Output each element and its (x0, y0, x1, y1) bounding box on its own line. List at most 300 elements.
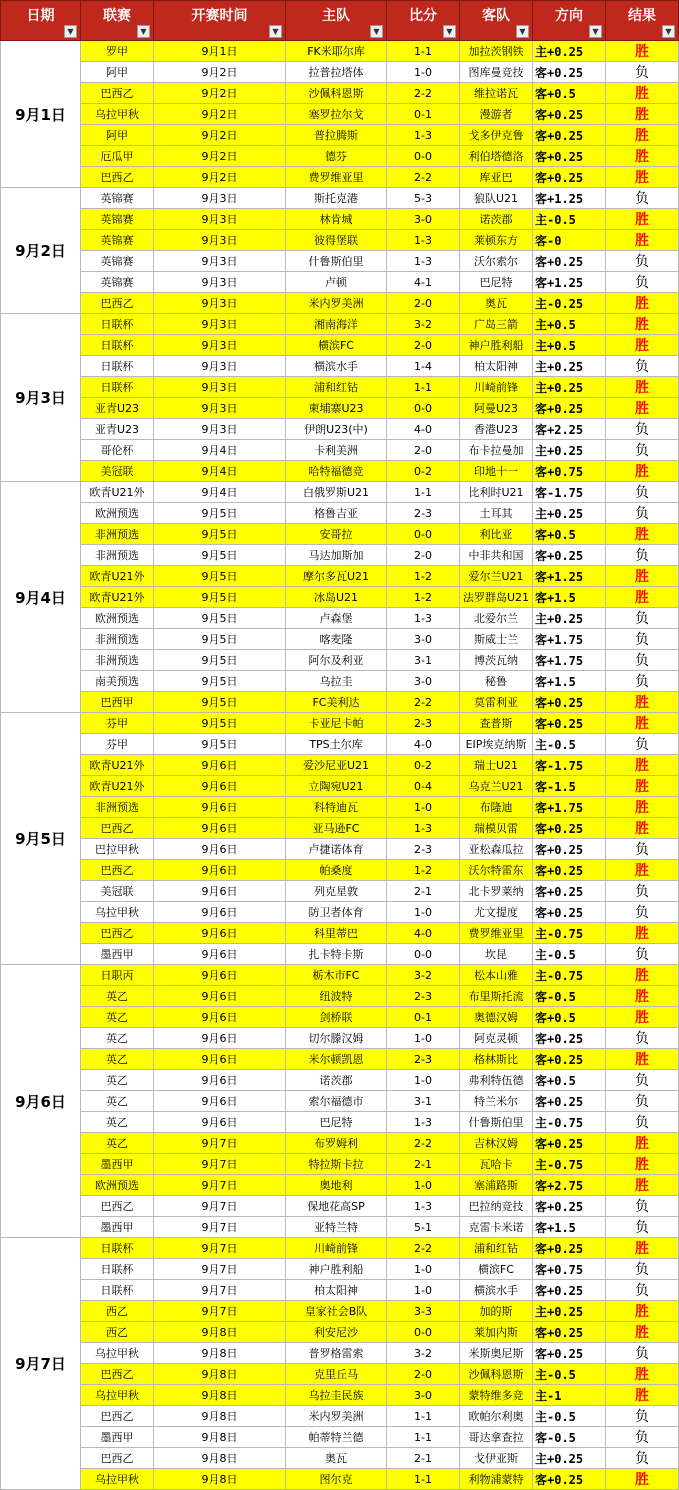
away-team-cell[interactable]: 特兰米尔 (460, 1091, 533, 1112)
score-cell[interactable]: 3-0 (387, 1385, 460, 1406)
league-cell[interactable]: 非洲预选 (81, 524, 154, 545)
score-cell[interactable]: 2-3 (387, 986, 460, 1007)
result-cell[interactable]: 负 (606, 650, 679, 671)
league-cell[interactable]: 欧青U21外 (81, 566, 154, 587)
kickoff-cell[interactable]: 9月8日 (154, 1448, 286, 1469)
home-team-cell[interactable]: 德芬 (286, 146, 387, 167)
home-team-cell[interactable]: 拉普拉塔体 (286, 62, 387, 83)
result-cell[interactable]: 胜 (606, 293, 679, 314)
filter-dropdown-icon[interactable]: ▼ (370, 25, 383, 38)
direction-cell[interactable]: 主-1 (533, 1385, 606, 1406)
home-team-cell[interactable]: 乌拉圭 (286, 671, 387, 692)
result-cell[interactable]: 负 (606, 1448, 679, 1469)
league-cell[interactable]: 阿甲 (81, 62, 154, 83)
home-team-cell[interactable]: 亚马逊FC (286, 818, 387, 839)
away-team-cell[interactable]: 比利时U21 (460, 482, 533, 503)
direction-cell[interactable]: 客+0.75 (533, 461, 606, 482)
league-cell[interactable]: 欧青U21外 (81, 482, 154, 503)
score-cell[interactable]: 2-2 (387, 692, 460, 713)
away-team-cell[interactable]: 库亚巴 (460, 167, 533, 188)
result-cell[interactable]: 胜 (606, 965, 679, 986)
result-cell[interactable]: 胜 (606, 209, 679, 230)
score-cell[interactable]: 3-0 (387, 629, 460, 650)
away-team-cell[interactable]: 布卡拉曼加 (460, 440, 533, 461)
direction-cell[interactable]: 主+0.25 (533, 608, 606, 629)
away-team-cell[interactable]: 瓦哈卡 (460, 1154, 533, 1175)
kickoff-cell[interactable]: 9月7日 (154, 1154, 286, 1175)
direction-cell[interactable]: 主+0.25 (533, 356, 606, 377)
league-cell[interactable]: 英锦赛 (81, 251, 154, 272)
league-cell[interactable]: 美冠联 (81, 881, 154, 902)
result-cell[interactable]: 负 (606, 503, 679, 524)
score-cell[interactable]: 3-3 (387, 1301, 460, 1322)
home-team-cell[interactable]: 横滨FC (286, 335, 387, 356)
home-team-cell[interactable]: 利安尼沙 (286, 1322, 387, 1343)
away-team-cell[interactable]: 奥瓦 (460, 293, 533, 314)
direction-cell[interactable]: 主+0.5 (533, 314, 606, 335)
score-cell[interactable]: 3-2 (387, 965, 460, 986)
home-team-cell[interactable]: 林肯城 (286, 209, 387, 230)
away-team-cell[interactable]: 北卡罗莱纳 (460, 881, 533, 902)
direction-cell[interactable]: 客+1.25 (533, 272, 606, 293)
direction-cell[interactable]: 主+0.25 (533, 41, 606, 62)
direction-cell[interactable]: 主-0.75 (533, 923, 606, 944)
score-cell[interactable]: 1-3 (387, 125, 460, 146)
score-cell[interactable]: 2-0 (387, 545, 460, 566)
score-cell[interactable]: 1-2 (387, 566, 460, 587)
league-cell[interactable]: 欧洲预选 (81, 608, 154, 629)
home-team-cell[interactable]: 乌拉圭民族 (286, 1385, 387, 1406)
result-cell[interactable]: 胜 (606, 83, 679, 104)
league-cell[interactable]: 日职丙 (81, 965, 154, 986)
direction-cell[interactable]: 客-1.75 (533, 755, 606, 776)
direction-cell[interactable]: 主-0.25 (533, 293, 606, 314)
kickoff-cell[interactable]: 9月7日 (154, 1217, 286, 1238)
result-cell[interactable]: 负 (606, 1028, 679, 1049)
league-cell[interactable]: 巴西乙 (81, 1364, 154, 1385)
score-cell[interactable]: 1-2 (387, 587, 460, 608)
league-cell[interactable]: 非洲预选 (81, 650, 154, 671)
direction-cell[interactable]: 客+2.75 (533, 1175, 606, 1196)
direction-cell[interactable]: 主+0.25 (533, 503, 606, 524)
kickoff-cell[interactable]: 9月6日 (154, 902, 286, 923)
result-cell[interactable]: 胜 (606, 587, 679, 608)
kickoff-cell[interactable]: 9月3日 (154, 398, 286, 419)
league-cell[interactable]: 巴西乙 (81, 1448, 154, 1469)
direction-cell[interactable]: 客+0.25 (533, 398, 606, 419)
away-team-cell[interactable]: 莫雷利亚 (460, 692, 533, 713)
home-team-cell[interactable]: 科特迪瓦 (286, 797, 387, 818)
kickoff-cell[interactable]: 9月6日 (154, 755, 286, 776)
away-team-cell[interactable]: 横滨FC (460, 1259, 533, 1280)
league-cell[interactable]: 乌拉甲秋 (81, 1343, 154, 1364)
date-cell[interactable]: 9月4日 (1, 482, 81, 713)
date-cell[interactable]: 9月1日 (1, 41, 81, 188)
result-cell[interactable]: 负 (606, 251, 679, 272)
away-team-cell[interactable]: 弗利特伍德 (460, 1070, 533, 1091)
away-team-cell[interactable]: 利伯塔德洛 (460, 146, 533, 167)
direction-cell[interactable]: 主-0.75 (533, 1112, 606, 1133)
home-team-cell[interactable]: 摩尔多瓦U21 (286, 566, 387, 587)
home-team-cell[interactable]: 亚特兰特 (286, 1217, 387, 1238)
direction-cell[interactable]: 客-1.5 (533, 776, 606, 797)
away-team-cell[interactable]: 横滨水手 (460, 1280, 533, 1301)
result-cell[interactable]: 负 (606, 1091, 679, 1112)
kickoff-cell[interactable]: 9月6日 (154, 1112, 286, 1133)
league-cell[interactable]: 欧青U21外 (81, 776, 154, 797)
away-team-cell[interactable]: 巴拉纳竞技 (460, 1196, 533, 1217)
league-cell[interactable]: 巴西乙 (81, 923, 154, 944)
score-cell[interactable]: 1-0 (387, 1175, 460, 1196)
home-team-cell[interactable]: 横滨水手 (286, 356, 387, 377)
score-cell[interactable]: 2-0 (387, 440, 460, 461)
result-cell[interactable]: 胜 (606, 461, 679, 482)
away-team-cell[interactable]: 坎昆 (460, 944, 533, 965)
date-cell[interactable]: 9月2日 (1, 188, 81, 314)
home-team-cell[interactable]: 浦和红钻 (286, 377, 387, 398)
home-team-cell[interactable]: 卢森堡 (286, 608, 387, 629)
league-cell[interactable]: 日联杯 (81, 1280, 154, 1301)
away-team-cell[interactable]: 广岛三箭 (460, 314, 533, 335)
league-cell[interactable]: 美冠联 (81, 461, 154, 482)
home-team-cell[interactable]: 奥瓦 (286, 1448, 387, 1469)
away-team-cell[interactable]: 莱顿东方 (460, 230, 533, 251)
score-cell[interactable]: 1-0 (387, 62, 460, 83)
away-team-cell[interactable]: 费罗维亚里 (460, 923, 533, 944)
home-team-cell[interactable]: 神户胜利船 (286, 1259, 387, 1280)
result-cell[interactable]: 胜 (606, 692, 679, 713)
kickoff-cell[interactable]: 9月6日 (154, 860, 286, 881)
direction-cell[interactable]: 客+0.25 (533, 1469, 606, 1490)
kickoff-cell[interactable]: 9月6日 (154, 1070, 286, 1091)
away-team-cell[interactable]: 瑞士U21 (460, 755, 533, 776)
kickoff-cell[interactable]: 9月6日 (154, 1028, 286, 1049)
home-team-cell[interactable]: 马达加斯加 (286, 545, 387, 566)
result-cell[interactable]: 负 (606, 839, 679, 860)
direction-cell[interactable]: 主+0.5 (533, 335, 606, 356)
away-team-cell[interactable]: 柏太阳神 (460, 356, 533, 377)
away-team-cell[interactable]: 戈伊亚斯 (460, 1448, 533, 1469)
kickoff-cell[interactable]: 9月4日 (154, 461, 286, 482)
league-cell[interactable]: 巴西乙 (81, 1196, 154, 1217)
direction-cell[interactable]: 客+1.25 (533, 188, 606, 209)
score-cell[interactable]: 0-2 (387, 755, 460, 776)
kickoff-cell[interactable]: 9月2日 (154, 62, 286, 83)
home-team-cell[interactable]: 卢捷诺体育 (286, 839, 387, 860)
score-cell[interactable]: 1-0 (387, 1028, 460, 1049)
home-team-cell[interactable]: 米内罗美洲 (286, 293, 387, 314)
score-cell[interactable]: 2-2 (387, 1133, 460, 1154)
away-team-cell[interactable]: 克雷卡米诺 (460, 1217, 533, 1238)
direction-cell[interactable]: 客+0.25 (533, 1343, 606, 1364)
league-cell[interactable]: 巴拉甲秋 (81, 839, 154, 860)
result-cell[interactable]: 负 (606, 1280, 679, 1301)
league-cell[interactable]: 巴西乙 (81, 1406, 154, 1427)
league-cell[interactable]: 英锦赛 (81, 209, 154, 230)
result-cell[interactable]: 负 (606, 356, 679, 377)
score-cell[interactable]: 2-0 (387, 293, 460, 314)
league-cell[interactable]: 芬甲 (81, 734, 154, 755)
league-cell[interactable]: 英锦赛 (81, 188, 154, 209)
direction-cell[interactable]: 客+0.5 (533, 83, 606, 104)
away-team-cell[interactable]: 布里斯托流 (460, 986, 533, 1007)
score-cell[interactable]: 0-0 (387, 1322, 460, 1343)
score-cell[interactable]: 1-1 (387, 377, 460, 398)
league-cell[interactable]: 罗甲 (81, 41, 154, 62)
direction-cell[interactable]: 客+0.25 (533, 881, 606, 902)
away-team-cell[interactable]: 维拉诺瓦 (460, 83, 533, 104)
away-team-cell[interactable]: 查普斯 (460, 713, 533, 734)
direction-cell[interactable]: 客+0.25 (533, 62, 606, 83)
direction-cell[interactable]: 主+0.25 (533, 1301, 606, 1322)
away-team-cell[interactable]: 巴尼特 (460, 272, 533, 293)
result-cell[interactable]: 负 (606, 1427, 679, 1448)
direction-cell[interactable]: 主-0.5 (533, 1364, 606, 1385)
kickoff-cell[interactable]: 9月8日 (154, 1427, 286, 1448)
result-cell[interactable]: 负 (606, 902, 679, 923)
result-cell[interactable]: 胜 (606, 1175, 679, 1196)
direction-cell[interactable]: 客-0.5 (533, 986, 606, 1007)
away-team-cell[interactable]: 漫游者 (460, 104, 533, 125)
score-cell[interactable]: 2-3 (387, 839, 460, 860)
result-cell[interactable]: 胜 (606, 1238, 679, 1259)
result-cell[interactable]: 胜 (606, 797, 679, 818)
league-cell[interactable]: 西乙 (81, 1301, 154, 1322)
direction-cell[interactable]: 主-0.5 (533, 944, 606, 965)
league-cell[interactable]: 墨西甲 (81, 1427, 154, 1448)
direction-cell[interactable]: 客-0.5 (533, 1427, 606, 1448)
away-team-cell[interactable]: 布隆迪 (460, 797, 533, 818)
away-team-cell[interactable]: 中非共和国 (460, 545, 533, 566)
score-cell[interactable]: 2-3 (387, 503, 460, 524)
result-cell[interactable]: 负 (606, 1112, 679, 1133)
date-cell[interactable]: 9月7日 (1, 1238, 81, 1490)
filter-dropdown-icon[interactable]: ▼ (443, 25, 456, 38)
kickoff-cell[interactable]: 9月3日 (154, 188, 286, 209)
away-team-cell[interactable]: 沙佩科恩斯 (460, 1364, 533, 1385)
home-team-cell[interactable]: 湘南海洋 (286, 314, 387, 335)
kickoff-cell[interactable]: 9月6日 (154, 1049, 286, 1070)
kickoff-cell[interactable]: 9月8日 (154, 1406, 286, 1427)
home-team-cell[interactable]: 切尔滕汉姆 (286, 1028, 387, 1049)
away-team-cell[interactable]: 印地十一 (460, 461, 533, 482)
kickoff-cell[interactable]: 9月3日 (154, 356, 286, 377)
result-cell[interactable]: 胜 (606, 104, 679, 125)
home-team-cell[interactable]: 米内罗美洲 (286, 1406, 387, 1427)
result-cell[interactable]: 负 (606, 1259, 679, 1280)
away-team-cell[interactable]: 格林斯比 (460, 1049, 533, 1070)
home-team-cell[interactable]: 卡利美洲 (286, 440, 387, 461)
away-team-cell[interactable]: 阿克灵顿 (460, 1028, 533, 1049)
away-team-cell[interactable]: 什鲁斯伯里 (460, 1112, 533, 1133)
score-cell[interactable]: 2-2 (387, 83, 460, 104)
result-cell[interactable]: 负 (606, 1343, 679, 1364)
filter-dropdown-icon[interactable]: ▼ (516, 25, 529, 38)
score-cell[interactable]: 1-3 (387, 608, 460, 629)
home-team-cell[interactable]: 柬埔寨U23 (286, 398, 387, 419)
kickoff-cell[interactable]: 9月4日 (154, 482, 286, 503)
direction-cell[interactable]: 客+0.5 (533, 1070, 606, 1091)
score-cell[interactable]: 1-1 (387, 1406, 460, 1427)
away-team-cell[interactable]: EIP埃克纳斯 (460, 734, 533, 755)
league-cell[interactable]: 英乙 (81, 1028, 154, 1049)
away-team-cell[interactable]: 诺茨郡 (460, 209, 533, 230)
result-cell[interactable]: 胜 (606, 776, 679, 797)
result-cell[interactable]: 负 (606, 440, 679, 461)
score-cell[interactable]: 2-1 (387, 881, 460, 902)
result-cell[interactable]: 胜 (606, 1133, 679, 1154)
result-cell[interactable]: 胜 (606, 1364, 679, 1385)
away-team-cell[interactable]: 戈多伊克鲁 (460, 125, 533, 146)
league-cell[interactable]: 哥伦杯 (81, 440, 154, 461)
home-team-cell[interactable]: 爱沙尼亚U21 (286, 755, 387, 776)
result-cell[interactable]: 胜 (606, 1322, 679, 1343)
result-cell[interactable]: 负 (606, 1217, 679, 1238)
home-team-cell[interactable]: 格鲁吉亚 (286, 503, 387, 524)
direction-cell[interactable]: 客+0.25 (533, 146, 606, 167)
direction-cell[interactable]: 客+0.25 (533, 902, 606, 923)
home-team-cell[interactable]: 帕蒂特兰德 (286, 1427, 387, 1448)
home-team-cell[interactable]: 米尔顿凯恩 (286, 1049, 387, 1070)
kickoff-cell[interactable]: 9月3日 (154, 272, 286, 293)
score-cell[interactable]: 0-1 (387, 104, 460, 125)
kickoff-cell[interactable]: 9月6日 (154, 1007, 286, 1028)
home-team-cell[interactable]: 特拉斯卡拉 (286, 1154, 387, 1175)
league-cell[interactable]: 乌拉甲秋 (81, 1469, 154, 1490)
kickoff-cell[interactable]: 9月7日 (154, 1175, 286, 1196)
result-cell[interactable]: 胜 (606, 860, 679, 881)
home-team-cell[interactable]: 彼得堡联 (286, 230, 387, 251)
score-cell[interactable]: 2-1 (387, 1448, 460, 1469)
away-team-cell[interactable]: 米斯奥尼斯 (460, 1343, 533, 1364)
date-cell[interactable]: 9月3日 (1, 314, 81, 482)
home-team-cell[interactable]: 什鲁斯伯里 (286, 251, 387, 272)
direction-cell[interactable]: 客+0.25 (533, 1028, 606, 1049)
kickoff-cell[interactable]: 9月8日 (154, 1469, 286, 1490)
kickoff-cell[interactable]: 9月5日 (154, 524, 286, 545)
home-team-cell[interactable]: 川崎前锋 (286, 1238, 387, 1259)
league-cell[interactable]: 乌拉甲秋 (81, 104, 154, 125)
score-cell[interactable]: 1-1 (387, 1427, 460, 1448)
kickoff-cell[interactable]: 9月5日 (154, 503, 286, 524)
score-cell[interactable]: 5-3 (387, 188, 460, 209)
league-cell[interactable]: 非洲预选 (81, 629, 154, 650)
result-cell[interactable]: 负 (606, 419, 679, 440)
away-team-cell[interactable]: 哥达拿查拉 (460, 1427, 533, 1448)
direction-cell[interactable]: 客+0.25 (533, 1049, 606, 1070)
away-team-cell[interactable]: 图库曼竞技 (460, 62, 533, 83)
result-cell[interactable]: 胜 (606, 923, 679, 944)
direction-cell[interactable]: 客-0 (533, 230, 606, 251)
league-cell[interactable]: 英锦赛 (81, 230, 154, 251)
kickoff-cell[interactable]: 9月6日 (154, 944, 286, 965)
kickoff-cell[interactable]: 9月5日 (154, 587, 286, 608)
away-team-cell[interactable]: 神户胜利船 (460, 335, 533, 356)
home-team-cell[interactable]: 防卫者体育 (286, 902, 387, 923)
home-team-cell[interactable]: 保地花高SP (286, 1196, 387, 1217)
league-cell[interactable]: 芬甲 (81, 713, 154, 734)
league-cell[interactable]: 西乙 (81, 1322, 154, 1343)
league-cell[interactable]: 日联杯 (81, 314, 154, 335)
away-team-cell[interactable]: 狼队U21 (460, 188, 533, 209)
direction-cell[interactable]: 主-0.75 (533, 965, 606, 986)
score-cell[interactable]: 1-0 (387, 1070, 460, 1091)
league-cell[interactable]: 欧洲预选 (81, 1175, 154, 1196)
direction-cell[interactable]: 客+0.25 (533, 1196, 606, 1217)
score-cell[interactable]: 0-4 (387, 776, 460, 797)
away-team-cell[interactable]: 瑞模贝雷 (460, 818, 533, 839)
home-team-cell[interactable]: 柏太阳神 (286, 1280, 387, 1301)
score-cell[interactable]: 3-1 (387, 1091, 460, 1112)
kickoff-cell[interactable]: 9月5日 (154, 629, 286, 650)
result-cell[interactable]: 负 (606, 188, 679, 209)
league-cell[interactable]: 乌拉甲秋 (81, 902, 154, 923)
away-team-cell[interactable]: 乌克兰U21 (460, 776, 533, 797)
result-cell[interactable]: 胜 (606, 125, 679, 146)
league-cell[interactable]: 墨西甲 (81, 1154, 154, 1175)
score-cell[interactable]: 1-2 (387, 860, 460, 881)
home-team-cell[interactable]: 巴尼特 (286, 1112, 387, 1133)
result-cell[interactable]: 负 (606, 734, 679, 755)
league-cell[interactable]: 英乙 (81, 1112, 154, 1133)
kickoff-cell[interactable]: 9月2日 (154, 125, 286, 146)
result-cell[interactable]: 胜 (606, 314, 679, 335)
score-cell[interactable]: 1-3 (387, 818, 460, 839)
result-cell[interactable]: 负 (606, 62, 679, 83)
result-cell[interactable]: 胜 (606, 146, 679, 167)
home-team-cell[interactable]: 索尔福德市 (286, 1091, 387, 1112)
league-cell[interactable]: 非洲预选 (81, 797, 154, 818)
direction-cell[interactable]: 客+0.25 (533, 839, 606, 860)
kickoff-cell[interactable]: 9月6日 (154, 881, 286, 902)
direction-cell[interactable]: 客+1.75 (533, 797, 606, 818)
result-cell[interactable]: 负 (606, 608, 679, 629)
score-cell[interactable]: 0-0 (387, 524, 460, 545)
home-team-cell[interactable]: 伊朗U23(中) (286, 419, 387, 440)
league-cell[interactable]: 欧青U21外 (81, 587, 154, 608)
kickoff-cell[interactable]: 9月6日 (154, 986, 286, 1007)
away-team-cell[interactable]: 加的斯 (460, 1301, 533, 1322)
kickoff-cell[interactable]: 9月5日 (154, 650, 286, 671)
away-team-cell[interactable]: 加拉茨钢铁 (460, 41, 533, 62)
date-cell[interactable]: 9月6日 (1, 965, 81, 1238)
score-cell[interactable]: 2-3 (387, 1049, 460, 1070)
away-team-cell[interactable]: 沃尔特雷东 (460, 860, 533, 881)
away-team-cell[interactable]: 法罗群岛U21 (460, 587, 533, 608)
direction-cell[interactable]: 客+0.25 (533, 860, 606, 881)
kickoff-cell[interactable]: 9月5日 (154, 692, 286, 713)
result-cell[interactable]: 负 (606, 671, 679, 692)
score-cell[interactable]: 3-0 (387, 671, 460, 692)
away-team-cell[interactable]: 松本山雅 (460, 965, 533, 986)
kickoff-cell[interactable]: 9月2日 (154, 83, 286, 104)
away-team-cell[interactable]: 莱加内斯 (460, 1322, 533, 1343)
league-cell[interactable]: 英锦赛 (81, 272, 154, 293)
filter-dropdown-icon[interactable]: ▼ (662, 25, 675, 38)
kickoff-cell[interactable]: 9月2日 (154, 146, 286, 167)
score-cell[interactable]: 4-0 (387, 923, 460, 944)
score-cell[interactable]: 1-1 (387, 41, 460, 62)
direction-cell[interactable]: 客+0.25 (533, 1322, 606, 1343)
kickoff-cell[interactable]: 9月6日 (154, 818, 286, 839)
league-cell[interactable]: 亚青U23 (81, 419, 154, 440)
league-cell[interactable]: 日联杯 (81, 377, 154, 398)
score-cell[interactable]: 3-2 (387, 314, 460, 335)
home-team-cell[interactable]: 奥地利 (286, 1175, 387, 1196)
home-team-cell[interactable]: 斯托克港 (286, 188, 387, 209)
date-cell[interactable]: 9月5日 (1, 713, 81, 965)
direction-cell[interactable]: 客+1.75 (533, 629, 606, 650)
